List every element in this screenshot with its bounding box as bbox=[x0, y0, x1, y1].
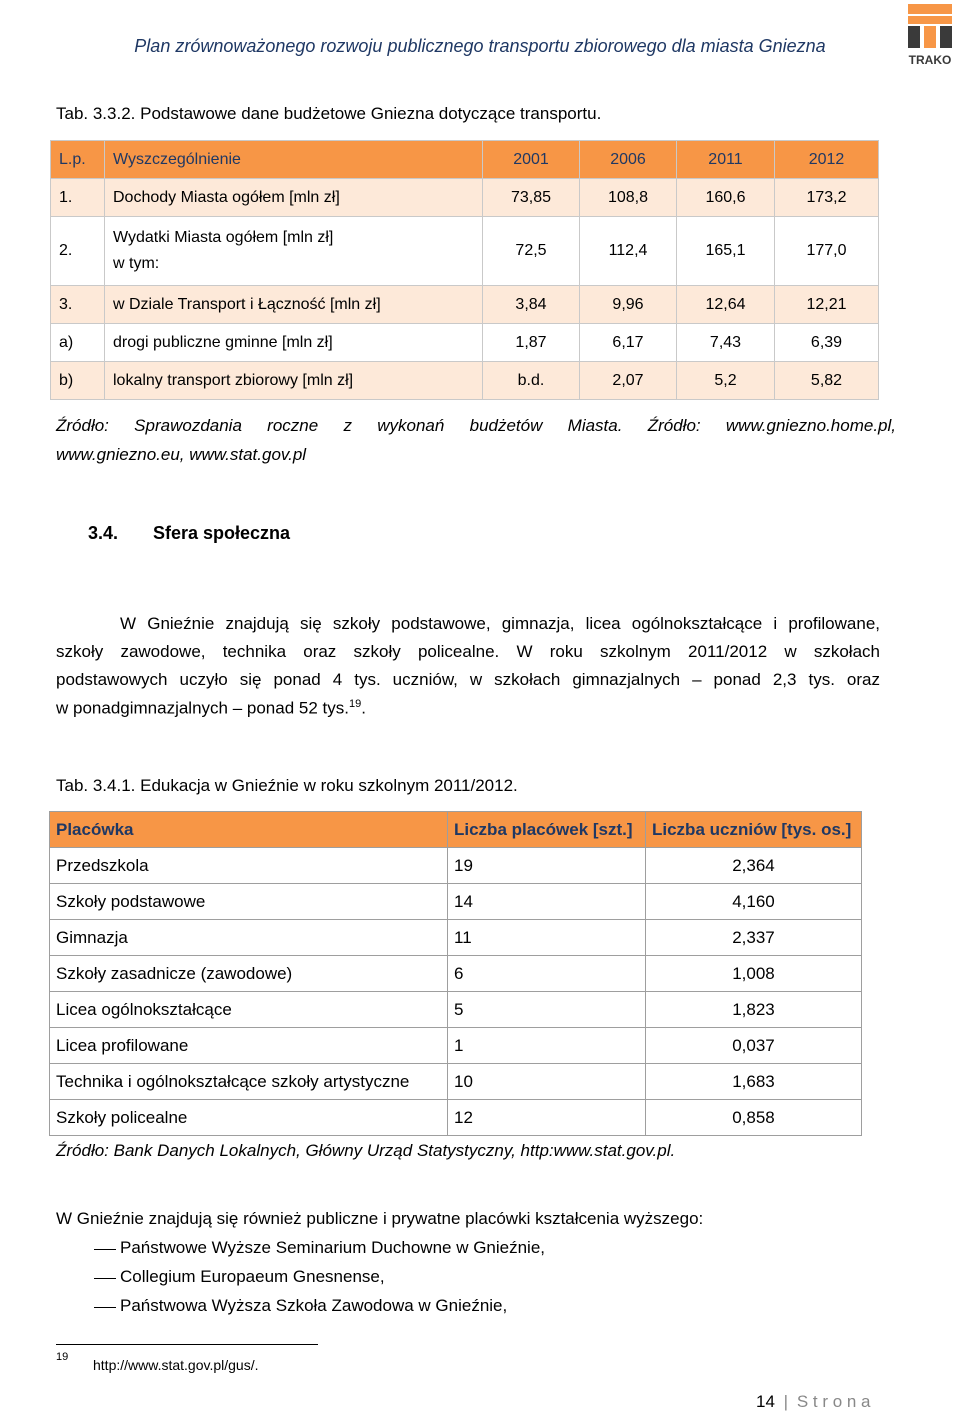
table-cell: Gimnazja bbox=[50, 920, 448, 956]
table-cell: 1,008 bbox=[646, 956, 862, 992]
table-cell: b.d. bbox=[483, 362, 580, 400]
table-cell: 2,07 bbox=[580, 362, 677, 400]
list-item: Państwowa Wyższa Szkoła Zawodowa w Gnieźnie, bbox=[120, 1296, 508, 1315]
table-cell: 2,364 bbox=[646, 848, 862, 884]
bullet-dash bbox=[94, 1307, 116, 1308]
header-cell: Liczba uczniów [tys. os.] bbox=[646, 812, 862, 848]
header-cell: 2006 bbox=[580, 141, 677, 179]
table-cell: 2,337 bbox=[646, 920, 862, 956]
header-cell: L.p. bbox=[51, 141, 105, 179]
table-cell: 1,683 bbox=[646, 1064, 862, 1100]
table-cell: 73,85 bbox=[483, 179, 580, 217]
list-item: Państwowe Wyższe Seminarium Duchowne w Gnieźnie, bbox=[120, 1238, 546, 1257]
table-cell: 0,037 bbox=[646, 1028, 862, 1064]
table-cell: 72,5 bbox=[483, 217, 580, 286]
table-cell: 177,0 bbox=[775, 217, 879, 286]
footnote-number: 19 bbox=[56, 1351, 69, 1363]
table-cell: Licea ogólnokształcące bbox=[50, 992, 448, 1028]
table-cell: Licea profilowane bbox=[50, 1028, 448, 1064]
footnote-reference: 19 bbox=[348, 698, 362, 710]
paragraph-line: W Gnieźnie znajdują się szkoły podstawowe, gimnazja, licea ogólnokształcące i profilowane, bbox=[120, 614, 880, 633]
table-row bbox=[50, 1028, 862, 1064]
table-cell: 5,2 bbox=[677, 362, 775, 400]
table-cell: 6 bbox=[448, 956, 646, 992]
table-row bbox=[50, 884, 862, 920]
row-label: w Dziale Transport i Łączność [mln zł] bbox=[105, 286, 483, 324]
section-number: 3.4. bbox=[88, 523, 119, 543]
list-item: Collegium Europaeum Gnesnense, bbox=[120, 1267, 385, 1286]
footnote-divider bbox=[56, 1344, 318, 1345]
header-cell: Liczba placówek [szt.] bbox=[448, 812, 646, 848]
table-cell: 160,6 bbox=[677, 179, 775, 217]
table-cell: Szkoły policealne bbox=[50, 1100, 448, 1136]
page-footer bbox=[756, 1392, 871, 1412]
table-cell: 1 bbox=[448, 1028, 646, 1064]
header-cell: 2011 bbox=[677, 141, 775, 179]
table-cell: 12,64 bbox=[677, 286, 775, 324]
table-cell: Technika i ogólnokształcące szkoły artystyczne bbox=[50, 1064, 448, 1100]
row-number: 3. bbox=[51, 286, 105, 324]
row-label-sub: w tym: bbox=[113, 255, 160, 272]
table-cell: 1,823 bbox=[646, 992, 862, 1028]
table1-caption: Tab. 3.3.2. Podstawowe dane budżetowe Gniezna dotyczące transportu. bbox=[56, 104, 602, 123]
paragraph-line: w ponadgimnazjalnych – ponad 52 tys. bbox=[56, 698, 349, 718]
table-cell: 112,4 bbox=[580, 217, 677, 286]
table1-source-line1: Źródło: Sprawozdania roczne z wykonań budżetów Miasta. Źródło: www.gniezno.home.pl, bbox=[56, 416, 896, 435]
paragraph-line: podstawowych uczyło się ponad 4 tys. uczniów, w szkołach gimnazjalnych – ponad 2,3 tys. oraz bbox=[56, 670, 880, 689]
table-cell: 165,1 bbox=[677, 217, 775, 286]
header-cell: 2012 bbox=[775, 141, 879, 179]
table-cell: 173,2 bbox=[775, 179, 879, 217]
row-label-main: Wydatki Miasta ogółem [mln zł] bbox=[113, 229, 334, 246]
footer-label: S t r o n a bbox=[796, 1392, 871, 1411]
table-cell: 14 bbox=[448, 884, 646, 920]
paragraph-period: . bbox=[361, 698, 366, 718]
budget-table bbox=[50, 140, 879, 400]
table-cell: 19 bbox=[448, 848, 646, 884]
higher-ed-intro: W Gnieźnie znajdują się również publiczne i prywatne placówki kształcenia wyższego: bbox=[56, 1209, 704, 1228]
section-title: Sfera społeczna bbox=[153, 523, 291, 543]
row-number: a) bbox=[51, 324, 105, 362]
table1-source-line2: www.gniezno.eu, www.stat.gov.pl bbox=[56, 445, 307, 464]
table-cell: Przedszkola bbox=[50, 848, 448, 884]
page-number: 14 bbox=[756, 1392, 775, 1411]
table-cell: 3,84 bbox=[483, 286, 580, 324]
row-label: lokalny transport zbiorowy [mln zł] bbox=[105, 362, 483, 400]
table-row bbox=[51, 362, 879, 400]
table-cell: 9,96 bbox=[580, 286, 677, 324]
table-cell: 1,87 bbox=[483, 324, 580, 362]
table-row bbox=[50, 992, 862, 1028]
row-label: drogi publiczne gminne [mln zł] bbox=[105, 324, 483, 362]
row-label bbox=[105, 217, 483, 286]
table-header-row bbox=[50, 812, 862, 848]
table-cell: 7,43 bbox=[677, 324, 775, 362]
table-cell: 108,8 bbox=[580, 179, 677, 217]
paragraph-last-line bbox=[56, 698, 366, 719]
table-row bbox=[50, 1064, 862, 1100]
table-row bbox=[50, 956, 862, 992]
table-header-row bbox=[51, 141, 879, 179]
bullet-dash bbox=[94, 1278, 116, 1279]
table-cell: 11 bbox=[448, 920, 646, 956]
table-row bbox=[50, 920, 862, 956]
row-number: b) bbox=[51, 362, 105, 400]
row-number: 2. bbox=[51, 217, 105, 286]
table-cell: 10 bbox=[448, 1064, 646, 1100]
table-cell: 5 bbox=[448, 992, 646, 1028]
table2-caption: Tab. 3.4.1. Edukacja w Gnieźnie w roku szkolnym 2011/2012. bbox=[56, 776, 518, 795]
table-cell: 6,39 bbox=[775, 324, 879, 362]
table-cell: 4,160 bbox=[646, 884, 862, 920]
table-cell: 6,17 bbox=[580, 324, 677, 362]
table-row bbox=[51, 324, 879, 362]
footnote-text: http://www.stat.gov.pl/gus/. bbox=[93, 1357, 259, 1373]
header-cell: Placówka bbox=[50, 812, 448, 848]
table-cell: 12,21 bbox=[775, 286, 879, 324]
page-header-title: Plan zrównoważonego rozwoju publicznego transportu zbiorowego dla miasta Gniezna bbox=[134, 36, 826, 56]
bullet-dash bbox=[94, 1249, 116, 1250]
header-cell: 2001 bbox=[483, 141, 580, 179]
table-cell: 0,858 bbox=[646, 1100, 862, 1136]
table-row bbox=[50, 1100, 862, 1136]
row-number: 1. bbox=[51, 179, 105, 217]
table-row bbox=[51, 217, 879, 286]
table-row bbox=[51, 286, 879, 324]
footer-separator: | bbox=[783, 1392, 789, 1411]
table-cell: Szkoły zasadnicze (zawodowe) bbox=[50, 956, 448, 992]
paragraph-line: szkoły zawodowe, technika oraz szkoły policealne. W roku szkolnym 2011/2012 w szkołach bbox=[56, 642, 880, 661]
education-table bbox=[49, 811, 862, 1136]
header-cell: Wyszczególnienie bbox=[105, 141, 483, 179]
trako-logo bbox=[900, 2, 960, 72]
table2-source: Źródło: Bank Danych Lokalnych, Główny Urząd Statystyczny, http:www.stat.gov.pl. bbox=[56, 1141, 676, 1160]
row-label: Dochody Miasta ogółem [mln zł] bbox=[105, 179, 483, 217]
table-row bbox=[50, 848, 862, 884]
table-row bbox=[51, 179, 879, 217]
table-cell: 5,82 bbox=[775, 362, 879, 400]
table-cell: Szkoły podstawowe bbox=[50, 884, 448, 920]
table-cell: 12 bbox=[448, 1100, 646, 1136]
logo-text: TRAKO bbox=[908, 53, 952, 67]
